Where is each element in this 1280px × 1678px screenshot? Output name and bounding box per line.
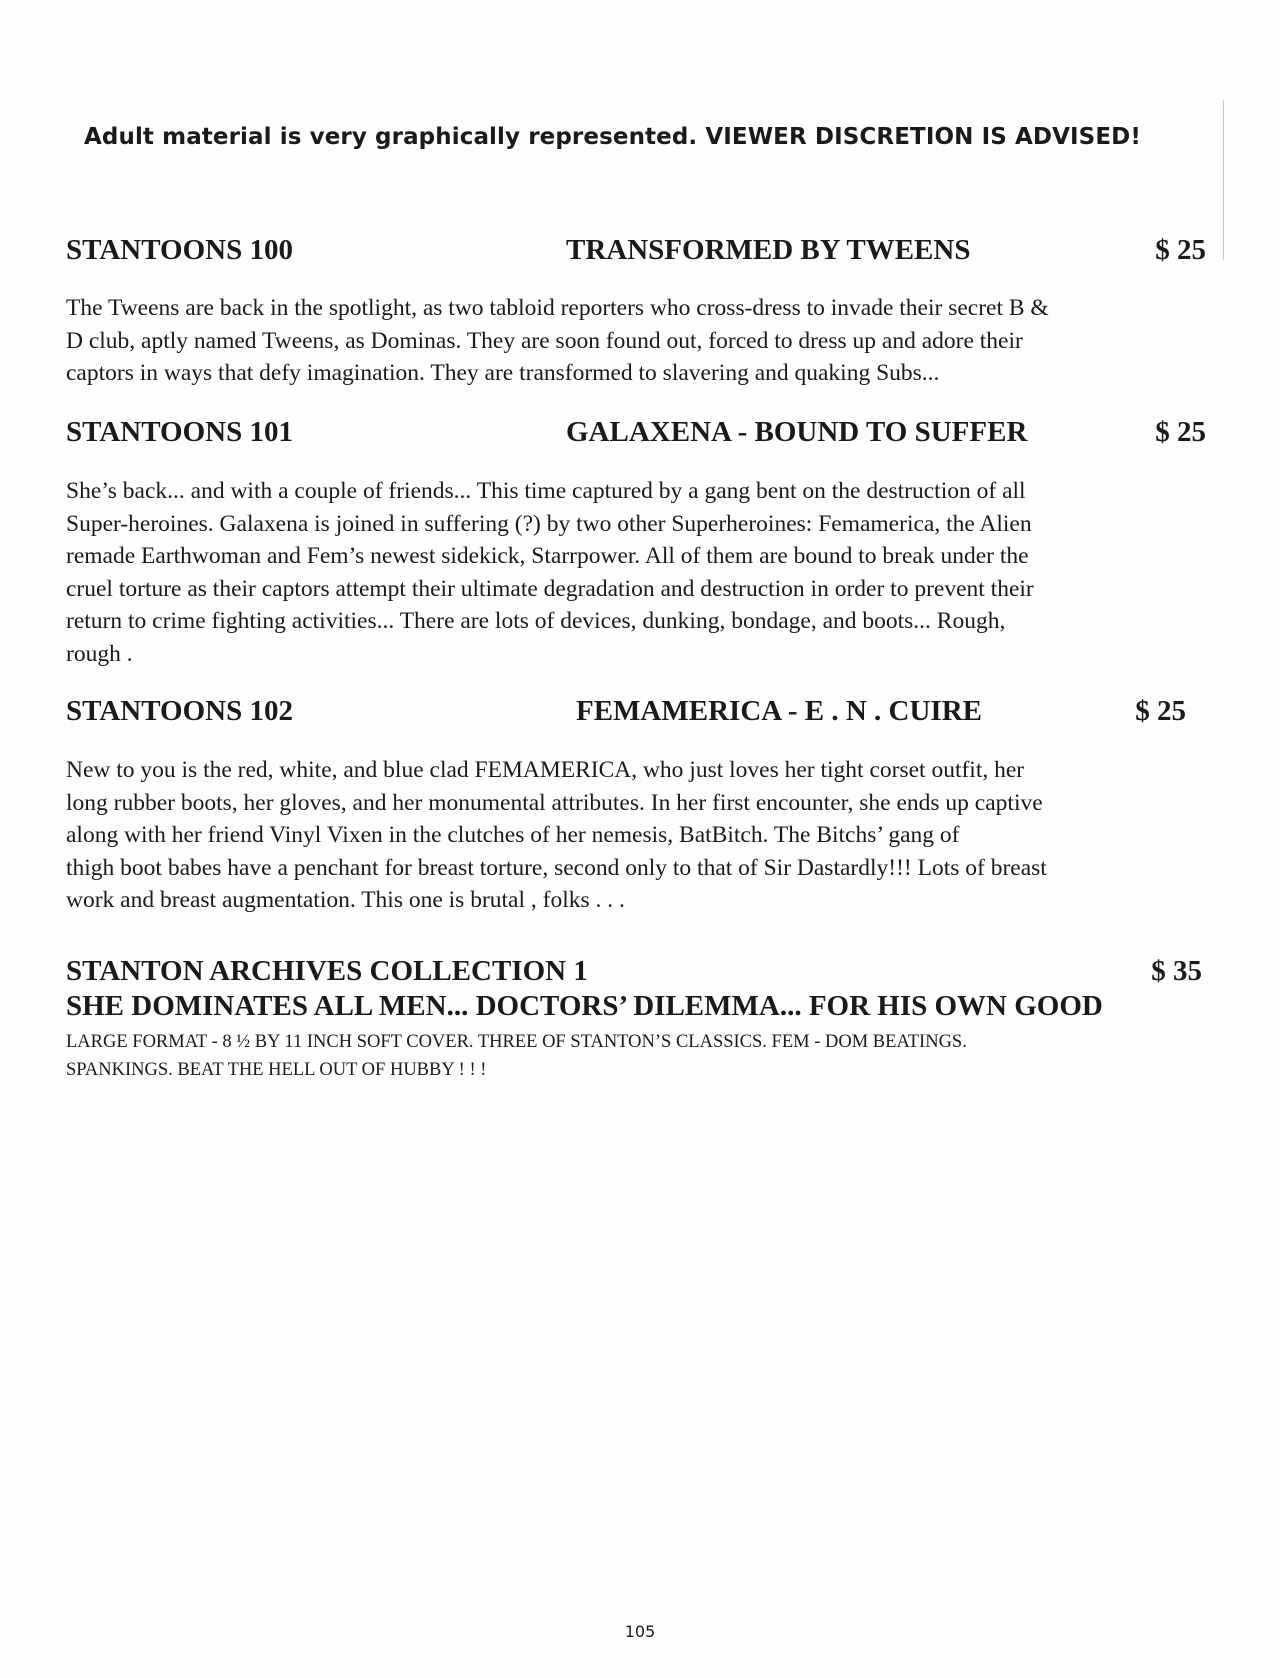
entry-heading [66, 695, 1206, 731]
entry-description [66, 475, 1216, 670]
description-line: She’s back... and with a couple of friends... This time captured by a gang bent on the destruction of all [66, 478, 1026, 504]
entry-code: STANTOONS 101 [66, 416, 293, 448]
entry-code: STANTOONS 102 [66, 695, 293, 727]
page-number: 105 [624, 1622, 656, 1641]
entry-price: $ 25 [1155, 416, 1206, 448]
description-line: return to crime fighting activities... There are lots of devices, dunking, bondage, and boots... Rough, [66, 608, 1006, 634]
collection-subtitle: SHE DOMINATES ALL MEN... DOCTORS’ DILEMMA... FOR HIS OWN GOOD [66, 990, 1103, 1022]
description-line: work and breast augmentation. This one is brutal , folks . . . [66, 887, 625, 913]
entry-title: FEMAMERICA - E . N . CUIRE [576, 695, 982, 727]
description-line: along with her friend Vinyl Vixen in the clutches of her nemesis, BatBitch. The Bitchs’ gang of [66, 822, 960, 848]
description-line: cruel torture as their captors attempt their ultimate degradation and destruction in order to prevent their [66, 575, 1034, 602]
description-line: remade Earthwoman and Fem’s newest sidekick, Starrpower. All of them are bound to break under the [66, 543, 1029, 569]
entry-price: $ 25 [1155, 234, 1206, 266]
entry-title: GALAXENA - BOUND TO SUFFER [566, 416, 1028, 448]
entry-heading [66, 234, 1206, 270]
description-line: The Tweens are back in the spotlight, as two tabloid reporters who cross-dress to invade their secret B & [66, 295, 1049, 321]
description-line: LARGE FORMAT - 8 ½ BY 11 INCH SOFT COVER. THREE OF STANTON’S CLASSICS. FEM - DOM BEATINGS. [66, 1032, 967, 1052]
entry-heading [66, 416, 1206, 452]
viewer-warning: Adult material is very graphically represented. VIEWER DISCRETION IS ADVISED! [84, 124, 1141, 150]
collection-description [66, 1028, 1226, 1084]
description-line: SPANKINGS. BEAT THE HELL OUT OF HUBBY ! ! ! [66, 1060, 487, 1080]
description-line: long rubber boots, her gloves, and her monumental attributes. In her first encounter, she ends up captive [66, 789, 1043, 816]
entry-code: STANTOONS 100 [66, 234, 293, 266]
description-line: New to you is the red, white, and blue clad FEMAMERICA, who just loves her tight corset outfit, her [66, 757, 1025, 783]
scan-edge-line [1223, 100, 1224, 260]
description-line: rough . [66, 640, 133, 667]
description-line: Super-heroines. Galaxena is joined in suffering (?) by two other Superheroines: Femamerica, the Alien [66, 510, 1032, 537]
entry-price: $ 25 [1135, 695, 1186, 727]
description-line: captors in ways that defy imagination. They are transformed to slavering and quaking Subs... [66, 360, 940, 386]
entry-title: TRANSFORMED BY TWEENS [566, 234, 971, 266]
description-line: D club, aptly named Tweens, as Dominas. They are soon found out, forced to dress up and adore their [66, 327, 1023, 354]
entry-description [66, 754, 1216, 917]
collection-heading [66, 955, 1206, 988]
collection-title: STANTON ARCHIVES COLLECTION 1 [66, 955, 588, 987]
entry-description [66, 292, 1216, 390]
collection-price: $ 35 [1151, 955, 1202, 987]
description-line: thigh boot babes have a penchant for breast torture, second only to that of Sir Dastardly!!! Lots of breast [66, 854, 1047, 881]
